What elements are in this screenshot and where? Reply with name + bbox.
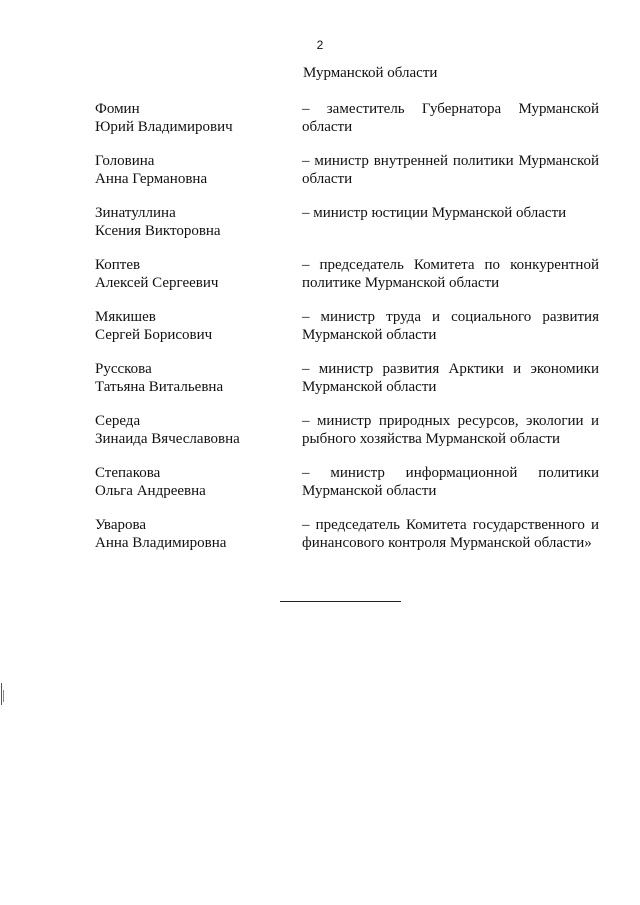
members-list bbox=[0, 100, 640, 568]
member-role: – министр природных ресурсов, экологии и рыбного хозяйства Мурманской области bbox=[302, 413, 599, 447]
member-name bbox=[95, 412, 285, 448]
member-given-name: Ксения Викторовна bbox=[95, 223, 221, 239]
member-given-name: Юрий Владимирович bbox=[95, 119, 233, 135]
member-entry bbox=[0, 152, 640, 204]
member-name bbox=[95, 152, 285, 188]
member-given-name: Алексей Сергеевич bbox=[95, 275, 219, 291]
member-entry bbox=[0, 412, 640, 464]
member-role: – председатель Комитета по конкурентной политике Мурманской области bbox=[302, 257, 599, 291]
member-entry bbox=[0, 256, 640, 308]
member-name bbox=[95, 100, 285, 136]
member-given-name: Анна Владимировна bbox=[95, 535, 227, 551]
member-role: – министр юстиции Мурманской области bbox=[302, 205, 567, 221]
member-given-name: Татьяна Витальевна bbox=[95, 379, 224, 395]
continuation-text: Мурманской области bbox=[303, 65, 438, 81]
page-number: 2 bbox=[316, 38, 324, 52]
member-entry bbox=[0, 100, 640, 152]
member-surname: Фомин bbox=[95, 101, 140, 117]
member-given-name: Сергей Борисович bbox=[95, 327, 213, 343]
member-entry bbox=[0, 464, 640, 516]
member-name bbox=[95, 204, 285, 240]
member-entry bbox=[0, 360, 640, 412]
member-surname: Мякишев bbox=[95, 309, 156, 325]
scan-edge-mark bbox=[3, 690, 4, 702]
closing-rule bbox=[280, 601, 401, 602]
member-name bbox=[95, 308, 285, 344]
member-entry bbox=[0, 516, 640, 568]
member-surname: Русскова bbox=[95, 361, 152, 377]
member-entry bbox=[0, 204, 640, 256]
member-surname: Головина bbox=[95, 153, 155, 169]
member-role: – министр труда и социального развития Мурманской области bbox=[302, 309, 599, 343]
member-given-name: Анна Германовна bbox=[95, 171, 208, 187]
member-surname: Степакова bbox=[95, 465, 161, 481]
member-name bbox=[95, 464, 285, 500]
member-role: – министр информационной политики Мурманской области bbox=[302, 465, 599, 499]
member-role: – министр внутренней политики Мурманской области bbox=[302, 153, 599, 187]
member-name bbox=[95, 256, 285, 292]
member-role: – председатель Комитета государственного и финансового контроля Мурманской области» bbox=[302, 517, 599, 551]
member-name bbox=[95, 516, 285, 552]
member-role: – заместитель Губернатора Мурманской области bbox=[302, 101, 599, 135]
member-role: – министр развития Арктики и экономики Мурманской области bbox=[302, 361, 599, 395]
scan-edge-mark bbox=[1, 683, 2, 705]
member-given-name: Зинаида Вячеславовна bbox=[95, 431, 240, 447]
member-surname: Уварова bbox=[95, 517, 147, 533]
member-entry bbox=[0, 308, 640, 360]
member-given-name: Ольга Андреевна bbox=[95, 483, 206, 499]
member-surname: Середа bbox=[95, 413, 141, 429]
member-surname: Коптев bbox=[95, 257, 141, 273]
member-surname: Зинатуллина bbox=[95, 205, 176, 221]
member-name bbox=[95, 360, 285, 396]
